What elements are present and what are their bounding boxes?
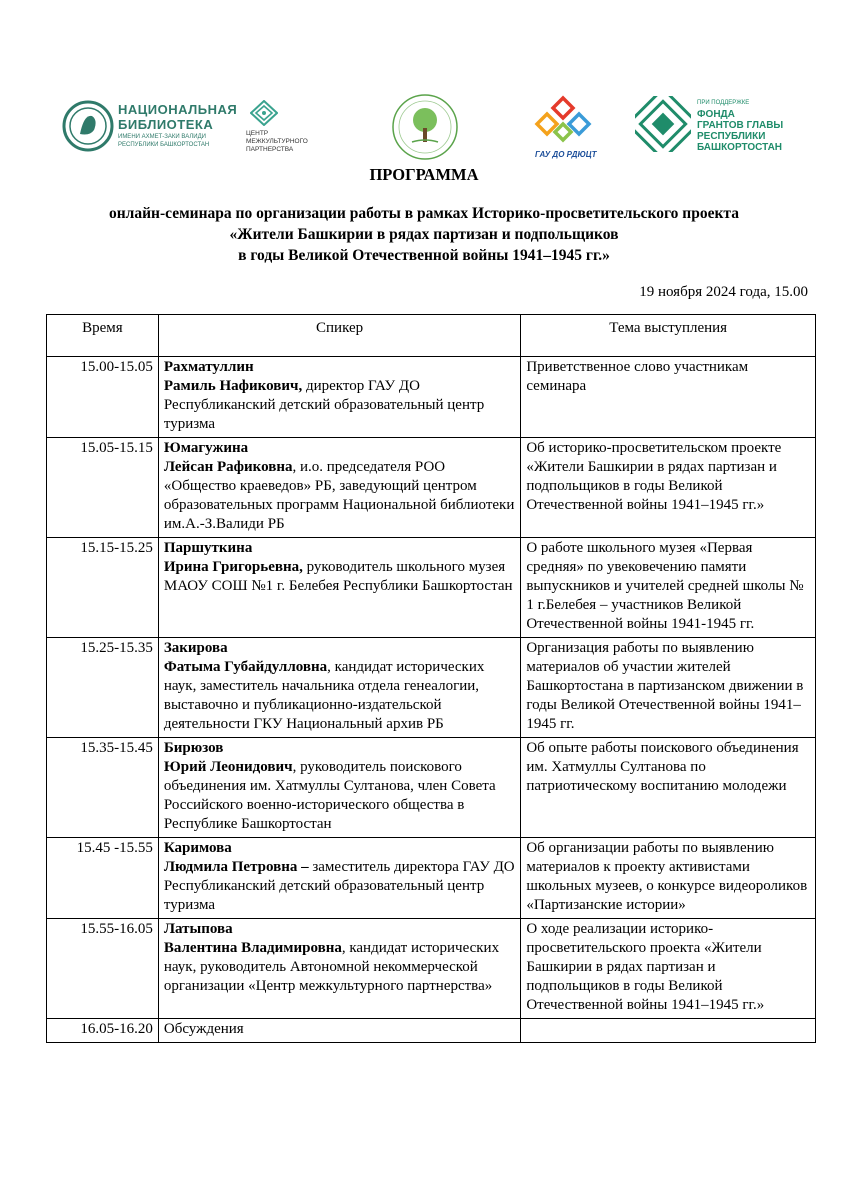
- row-topic: Приветственное слово участникам семинара: [521, 357, 816, 438]
- speaker-last-name: Каримова: [163, 840, 232, 856]
- row-speaker: [158, 738, 520, 838]
- row-topic: Об организации работы по выявлению материалов к проекту активистами школьных музеев, о конкурсе видеороликов «Партизанские истории»: [521, 838, 816, 919]
- column-header-time: Время: [47, 315, 159, 357]
- speaker-last-name: Рахматуллин: [163, 359, 254, 375]
- table-row: [47, 738, 816, 838]
- program-table: [46, 314, 816, 1043]
- row-time: 15.00-15.05: [47, 357, 159, 438]
- fund-ornament-icon: [635, 96, 691, 152]
- speaker-last-name: Юмагужина: [163, 440, 249, 456]
- row-time: 15.35-15.45: [47, 738, 159, 838]
- library-name-line4: РЕСПУБЛИКИ БАШКОРТОСТАН: [118, 142, 210, 148]
- table-row: [47, 438, 816, 538]
- speaker-first-name: Лейсан Рафиковна: [163, 459, 293, 475]
- speaker-role: , кандидат исторических наук, заместитель начальника отдела генеалогии, выставочно и публикационно-издательской деятельности ГКУ Национальный архив РБ: [163, 659, 485, 732]
- diamond-squares-icon: [531, 94, 595, 148]
- gau-do-label: ГАУ ДО РДЮЦТ: [535, 150, 597, 159]
- row-speaker: [158, 638, 520, 738]
- row-topic: Организация работы по выявлению материалов об участии жителей Башкортостана в партизанском движении в годы Великой Отечественной войны 1941–1945 гг.: [521, 638, 816, 738]
- row-speaker: [158, 538, 520, 638]
- event-date: 19 ноября 2024 года, 15.00: [639, 284, 808, 300]
- library-emblem-icon: [62, 100, 114, 152]
- speaker-last-name: Бирюзов: [163, 740, 224, 756]
- library-name-line2: БИБЛИОТЕКА: [118, 117, 214, 132]
- row-speaker: [158, 838, 520, 919]
- speaker-role: , руководитель поискового объединения им. Хатмуллы Султанова, член Совета Российского военно-исторического общества в Республике Башкортостан: [163, 759, 496, 832]
- speaker-role: , и.о. председателя РОО «Общество краеведов» РБ, заведующий центром образовательных программ Национальной библиотеки им.А.-З.Валиди РБ: [163, 459, 515, 532]
- fund-text-line5: БАШКОРТОСТАН: [697, 142, 783, 153]
- center-name-line1: ЦЕНТР: [246, 130, 269, 137]
- row-time: 15.15-15.25: [47, 538, 159, 638]
- speaker-role: , кандидат исторических наук, руководитель Автономной некоммерческой организации «Центр межкультурного партнерства»: [163, 940, 500, 994]
- subtitle-line-1: онлайн-семинара по организации работы в рамках Историко-просветительского проекта: [109, 205, 739, 222]
- row-speaker: [158, 357, 520, 438]
- speaker-last-name: Закирова: [163, 640, 228, 656]
- table-row: [47, 1019, 816, 1043]
- speaker-role: заместитель директора ГАУ ДО Республиканский детский образовательный центр туризма: [163, 859, 515, 913]
- center-name-line2: МЕЖКУЛЬТУРНОГО: [246, 138, 308, 145]
- row-time: 15.55-16.05: [47, 919, 159, 1019]
- table-row: [47, 838, 816, 919]
- row-topic: О ходе реализации историко-просветительского проекта «Жители Башкирии в рядах партизан и подпольщиков в годы Великой Отечественной войны 1941–1945 гг.»: [521, 919, 816, 1019]
- speaker-first-name: Юрий Леонидович: [163, 759, 293, 775]
- gau-do-logo: [527, 92, 601, 164]
- fund-text-line3: ГРАНТОВ ГЛАВЫ: [697, 120, 784, 131]
- library-name-line1: НАЦИОНАЛЬНАЯ: [118, 102, 238, 117]
- column-header-topic: Тема выступления: [521, 315, 816, 357]
- table-row: [47, 638, 816, 738]
- row-topic: Об историко-просветительском проекте «Жители Башкирии в рядах партизан и подпольщиков в годы Великой Отечественной войны 1941–1945 гг.»: [521, 438, 816, 538]
- speaker-last-name: Латыпова: [163, 921, 233, 937]
- ornament-icon: [250, 100, 278, 126]
- fund-text-line2: ФОНДА: [697, 109, 735, 120]
- row-topic: О работе школьного музея «Первая средняя» по увековечению памяти выпускников и учителей средней школы № 1 г.Белебея – участников Великой Отечественной войны 1941-1945 гг.: [521, 538, 816, 638]
- speaker-role: руководитель школьного музея МАОУ СОШ №1 г. Белебея Республики Башкортостан: [163, 559, 513, 594]
- fund-text-line4: РЕСПУБЛИКИ: [697, 131, 766, 142]
- intercultural-center-logo: [246, 92, 318, 164]
- subtitle-line-3: в годы Великой Отечественной войны 1941–1945 гг.»: [238, 247, 610, 264]
- speaker-role: директор ГАУ ДО Республиканский детский образовательный центр туризма: [163, 378, 485, 432]
- row-topic: [521, 1019, 816, 1043]
- library-name-line3: ИМЕНИ АХМЕТ-ЗАКИ ВАЛИДИ: [118, 134, 206, 140]
- fund-text-line1: ПРИ ПОДДЕРЖКЕ: [697, 100, 750, 106]
- table-header-row: [47, 315, 816, 357]
- speaker-first-name: Фатыма Губайдулловна: [163, 659, 328, 675]
- center-name-line3: ПАРТНЕРСТВА: [246, 146, 294, 153]
- table-row: [47, 357, 816, 438]
- row-topic: Об опыте работы поискового объединения им. Хатмуллы Султанова по патриотическому воспитанию молодежи: [521, 738, 816, 838]
- national-library-logo: [62, 92, 238, 164]
- row-speaker: [158, 919, 520, 1019]
- tree-emblem-icon: [390, 92, 460, 162]
- row-time: 15.05-15.15: [47, 438, 159, 538]
- document-subtitle: [0, 203, 848, 266]
- row-speaker: [158, 438, 520, 538]
- row-time: 15.45 -15.55: [47, 838, 159, 919]
- column-header-speaker: Спикер: [158, 315, 520, 357]
- row-time: 16.05-16.20: [47, 1019, 159, 1043]
- row-discussion: Обсуждения: [158, 1019, 520, 1043]
- grants-fund-logo: [635, 92, 795, 164]
- speaker-first-name: Ирина Григорьевна,: [163, 559, 303, 575]
- logo-strip: [0, 92, 848, 164]
- subtitle-line-2: «Жители Башкирии в рядах партизан и подпольщиков: [229, 226, 619, 243]
- table-row: [47, 538, 816, 638]
- row-time: 15.25-15.35: [47, 638, 159, 738]
- speaker-first-name: Рамиль Нафикович,: [163, 378, 303, 394]
- local-history-society-logo: [390, 92, 464, 164]
- speaker-last-name: Паршуткина: [163, 540, 253, 556]
- table-row: [47, 919, 816, 1019]
- document-title: ПРОГРАММА: [369, 165, 479, 184]
- speaker-first-name: Людмила Петровна –: [163, 859, 309, 875]
- speaker-first-name: Валентина Владимировна: [163, 940, 342, 956]
- program-rows: [47, 357, 816, 1043]
